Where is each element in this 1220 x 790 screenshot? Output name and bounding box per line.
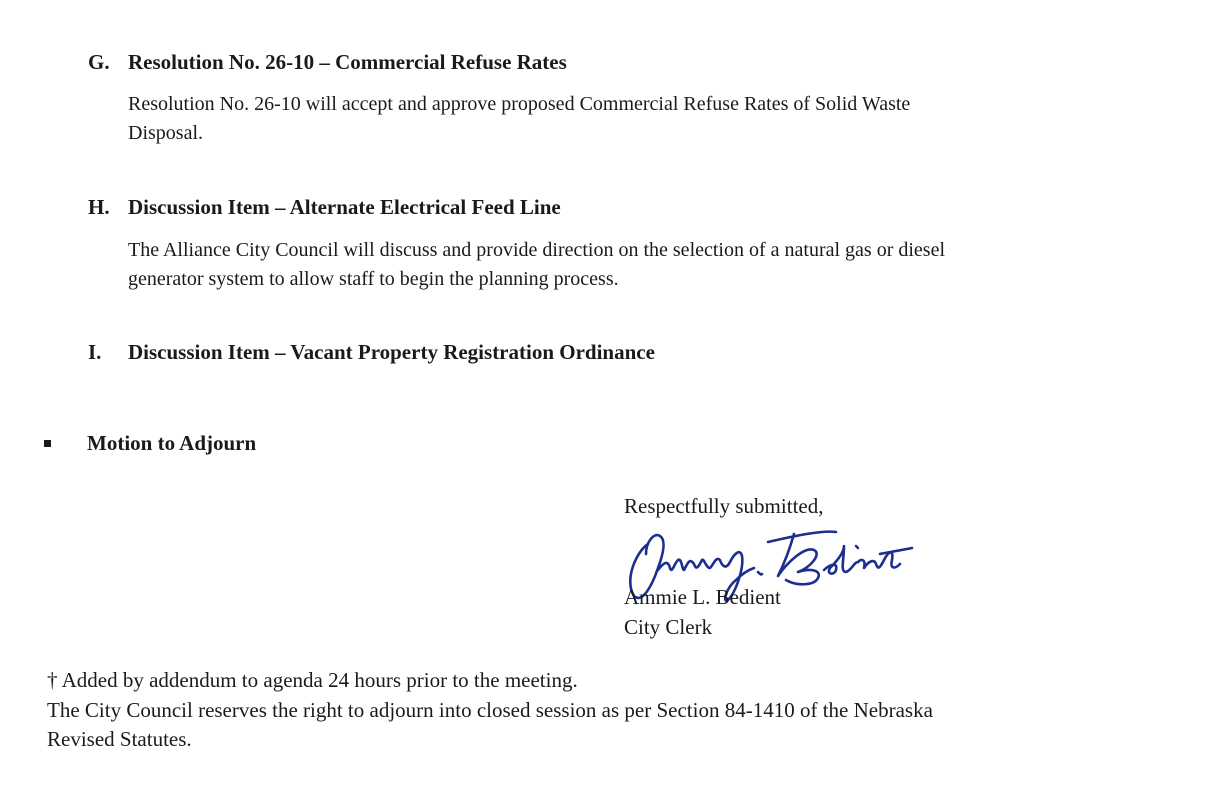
closing-line: Respectfully submitted, [624,494,824,518]
bullet-square-icon [44,440,51,447]
agenda-item-g-heading [88,50,567,75]
agenda-item-g-description [128,90,910,148]
signer-name: Ammie L. Bedient [624,585,781,609]
motion-to-adjourn: Motion to Adjourn [87,431,257,455]
description-line: Resolution No. 26-10 will accept and approve proposed Commercial Refuse Rates of Solid Waste [128,93,911,115]
item-title: Resolution No. 26-10 – Commercial Refuse Rates [128,50,567,74]
addendum-footnote: † Added by addendum to agenda 24 hours prior to the meeting. [47,668,578,692]
item-title: Discussion Item – Alternate Electrical Feed Line [128,195,561,219]
note-line: The City Council reserves the right to adjourn into closed session as per Section 84-1410 of the Nebraska [47,698,933,722]
agenda-item-i-heading [88,340,655,365]
description-line: generator system to allow staff to begin the planning process. [128,268,619,290]
note-line: Revised Statutes. [47,727,192,751]
item-letter: G. [88,50,110,74]
signer-title: City Clerk [624,615,713,639]
description-line: Disposal. [128,122,203,144]
agenda-item-h-description [128,236,945,294]
item-letter: H. [88,195,110,219]
description-line: The Alliance City Council will discuss and provide direction on the selection of a natural gas or diesel [128,239,946,261]
item-letter: I. [88,340,102,364]
closed-session-note [47,696,933,754]
item-title: Discussion Item – Vacant Property Registration Ordinance [128,340,655,364]
agenda-item-h-heading [88,195,561,220]
